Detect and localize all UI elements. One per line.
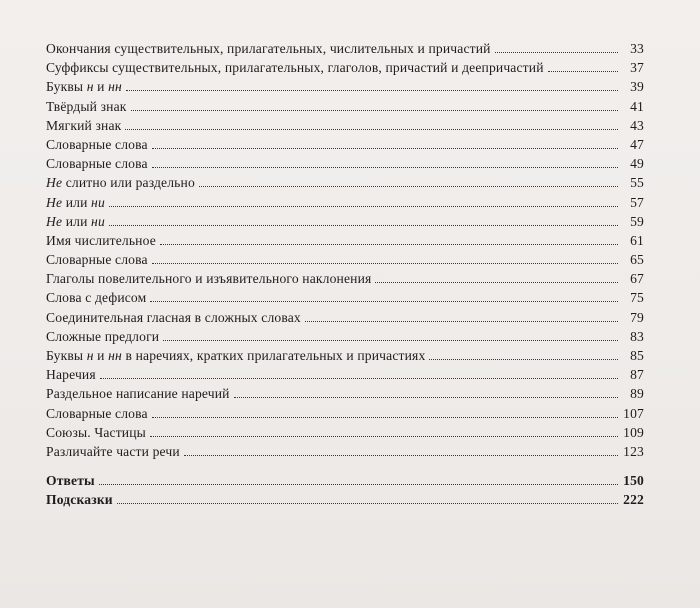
toc-entry <box>46 233 644 252</box>
toc-entry <box>46 118 644 137</box>
toc-page-number: 89 <box>630 386 644 402</box>
toc-entry-title <box>46 137 148 153</box>
toc-entry-title <box>46 329 159 345</box>
toc-title-text: Окончания существительных, прилагательных, числительных и причастий <box>46 41 491 56</box>
toc-page-number: 65 <box>630 252 644 268</box>
toc-title-text: Наречия <box>46 367 96 383</box>
dot-leader <box>150 436 618 437</box>
toc-entry <box>46 60 644 79</box>
toc-page-number: 67 <box>630 271 644 287</box>
toc-title-text: и <box>93 348 109 363</box>
toc-entry <box>46 252 644 271</box>
toc-entry-title <box>46 252 148 268</box>
toc-title-italic: ни <box>91 194 105 210</box>
toc-entry-title <box>46 348 425 364</box>
toc-entry-title <box>46 41 491 57</box>
dot-leader <box>234 397 618 398</box>
table-of-contents <box>46 41 644 512</box>
toc-entry <box>46 367 644 386</box>
toc-entry <box>46 310 644 329</box>
dot-leader <box>125 129 618 130</box>
toc-entry-title <box>46 233 156 249</box>
toc-page-number: 39 <box>630 79 644 95</box>
toc-entry <box>46 406 644 425</box>
dot-leader <box>152 263 618 264</box>
toc-page-number: 43 <box>630 117 644 133</box>
toc-title-text: или <box>62 194 92 210</box>
toc-page-number: 109 <box>623 424 644 440</box>
toc-title-text: Различайте части речи <box>46 443 180 459</box>
toc-entry-title <box>46 195 105 211</box>
toc-title-text: Словарные слова <box>46 136 148 152</box>
toc-page-number: 107 <box>623 405 644 421</box>
toc-title-text: Твёрдый знак <box>46 98 127 114</box>
dot-leader <box>184 455 618 456</box>
toc-title-text: и <box>93 79 109 95</box>
toc-page-number: 123 <box>623 443 644 459</box>
dot-leader <box>99 484 618 485</box>
toc-title-italic: Не <box>46 175 63 191</box>
toc-entry-title <box>46 156 148 172</box>
toc-page-number: 33 <box>630 41 644 56</box>
dot-leader <box>160 244 618 245</box>
dot-leader <box>126 90 618 91</box>
dot-leader <box>131 110 618 111</box>
toc-page-number: 87 <box>630 367 644 383</box>
dot-leader <box>117 503 618 504</box>
toc-title-text: в наречиях, кратких прилагательных и причастиях <box>121 348 426 363</box>
toc-title-text: Сложные предлоги <box>46 328 160 344</box>
toc-title-text: Буквы <box>46 79 87 95</box>
toc-title-text: слитно или раздельно <box>62 175 195 191</box>
toc-entry <box>46 214 644 233</box>
toc-page-number: 55 <box>630 175 644 191</box>
toc-title-text: или <box>62 213 92 229</box>
toc-entry-title <box>46 99 127 115</box>
toc-title-italic: нн <box>108 348 122 363</box>
toc-entry <box>46 137 644 156</box>
toc-title-text: Союзы. Частицы <box>46 424 146 440</box>
toc-entry <box>46 271 644 290</box>
toc-page-number: 57 <box>630 194 644 210</box>
dot-leader <box>150 301 618 302</box>
toc-title-text: Словарные слова <box>46 156 148 172</box>
toc-title-text: Соединительная гласная в сложных словах <box>46 309 301 325</box>
toc-entry-title <box>46 386 230 402</box>
toc-entry-title: Ответы <box>46 473 95 489</box>
toc-title-italic: нн <box>108 79 122 95</box>
toc-title-text: Раздельное написание наречий <box>46 386 230 402</box>
toc-entry-title <box>46 79 122 95</box>
toc-title-text: Суффиксы существительных, прилагательных, глаголов, причастий и деепричастий <box>46 60 544 76</box>
toc-page-number: 83 <box>630 328 644 344</box>
dot-leader <box>152 167 618 168</box>
toc-entry-bold <box>46 492 644 511</box>
toc-entry-title <box>46 367 96 383</box>
toc-title-text: Глаголы повелительного и изъявительного наклонения <box>46 271 372 287</box>
dot-leader <box>199 186 618 187</box>
toc-page-number: 75 <box>630 290 644 306</box>
toc-entry-title <box>46 425 146 441</box>
toc-page-number: 85 <box>630 348 644 363</box>
toc-title-text: Имя числительное <box>46 232 156 248</box>
toc-title-italic: н <box>86 79 94 95</box>
toc-page-number: 41 <box>630 98 644 114</box>
toc-entry <box>46 329 644 348</box>
toc-entry-title <box>46 118 121 134</box>
toc-title-italic: Не <box>46 213 63 229</box>
dot-leader <box>375 282 618 283</box>
dot-leader <box>163 340 618 341</box>
toc-entry-title <box>46 175 195 191</box>
toc-entry-title: Подсказки <box>46 492 113 508</box>
toc-entry-title <box>46 271 371 287</box>
dot-leader <box>495 52 618 53</box>
toc-page-number: 79 <box>630 309 644 325</box>
toc-entry <box>46 41 644 60</box>
toc-entry <box>46 79 644 98</box>
toc-title-text: Словарные слова <box>46 405 148 421</box>
toc-page-number: 61 <box>630 232 644 248</box>
toc-entry <box>46 444 644 463</box>
toc-entry <box>46 386 644 405</box>
toc-entry-title <box>46 290 146 306</box>
toc-page-number: 59 <box>630 213 644 229</box>
dot-leader <box>100 378 618 379</box>
toc-entry-title <box>46 310 301 326</box>
toc-page-number: 47 <box>630 136 644 152</box>
dot-leader <box>109 206 618 207</box>
toc-page-number: 150 <box>623 473 644 489</box>
toc-title-text: Слова с дефисом <box>46 290 147 306</box>
toc-entry-title <box>46 214 105 230</box>
toc-entry <box>46 175 644 194</box>
toc-entry <box>46 290 644 309</box>
toc-entry <box>46 99 644 118</box>
toc-page-number: 49 <box>630 156 644 172</box>
dot-leader <box>548 71 618 72</box>
dot-leader <box>152 417 618 418</box>
dot-leader <box>109 225 618 226</box>
toc-title-text: Буквы <box>46 348 87 363</box>
toc-title-italic: ни <box>91 213 105 229</box>
toc-title-text: Мягкий знак <box>46 117 122 133</box>
toc-title-text: Словарные слова <box>46 252 148 268</box>
toc-entry <box>46 195 644 214</box>
toc-entry <box>46 425 644 444</box>
toc-entry-title <box>46 444 180 460</box>
toc-entry <box>46 156 644 175</box>
toc-title-italic: н <box>86 348 94 363</box>
toc-entry-title <box>46 406 148 422</box>
toc-entry <box>46 348 644 367</box>
toc-entry-bold <box>46 473 644 492</box>
dot-leader <box>305 321 618 322</box>
toc-page-number: 37 <box>630 60 644 76</box>
dot-leader <box>152 148 618 149</box>
toc-entry-title <box>46 60 544 76</box>
toc-title-italic: Не <box>46 194 63 210</box>
section-gap <box>46 463 644 473</box>
toc-page-number: 222 <box>623 492 644 508</box>
dot-leader <box>429 359 618 360</box>
